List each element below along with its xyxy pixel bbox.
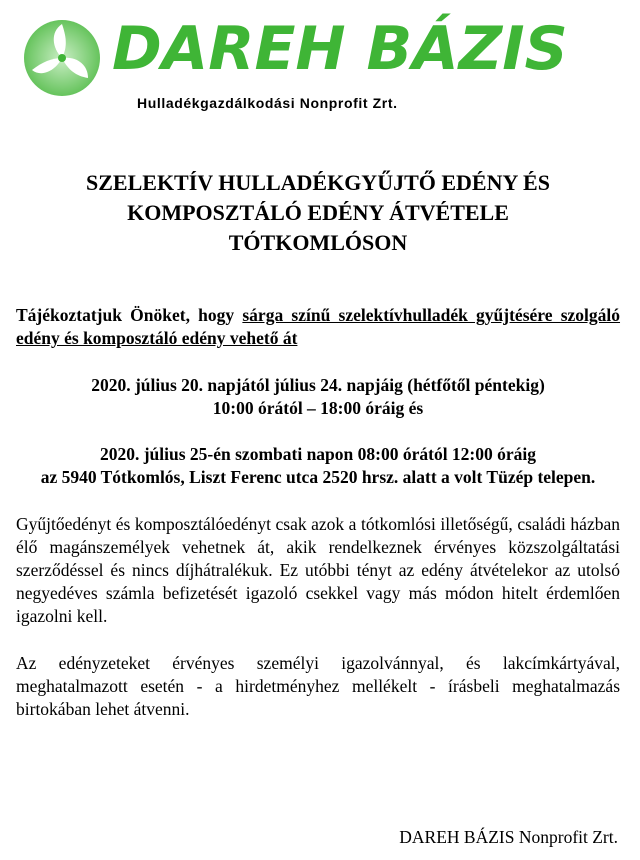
eligibility-paragraph: Gyűjtőedényt és komposztálóedényt csak azok a tótkomlósi illetőségű, családi házban élő magánszemélyek vehetnek át, akik rendelkeznek érvényes közszolgáltatási szerződéssel és nincs díjhátralékuk. Ez utóbbi tényt az edény átvételekor az utolsó negyedéves számla befizetését igazoló csekkel vagy más módon hitelt érdemlően igazolni kell. — [16, 514, 620, 626]
title-line-3: TÓTKOMLÓSON — [228, 230, 408, 255]
documents-paragraph: Az edényzeteket érvényes személyi igazolvánnyal, és lakcímkártyával, meghatalmazott esetén - a hirdetményhez mellékelt - írásbeli meghatalmazás birtokában lehet átvenni. — [16, 653, 620, 719]
brand-subtitle: Hulladékgazdálkodási Nonprofit Zrt. — [137, 95, 398, 111]
brand-name: DAREH BÁZIS — [112, 14, 568, 84]
pickup-location: az 5940 Tótkomlós, Liszt Ferenc utca 2520 hrsz. alatt a volt Tüzép telepen. — [40, 467, 596, 487]
triskelion-leaf-icon — [22, 18, 102, 98]
letterhead — [0, 0, 640, 120]
signature: DAREH BÁZIS Nonprofit Zrt. — [399, 827, 618, 847]
saturday-date: 2020. július 25-én szombati napon 08:00 órától 12:00 óráig — [99, 444, 537, 464]
title-line-2: KOMPOSZTÁLÓ EDÉNY ÁTVÉTELE — [127, 200, 509, 225]
intro-paragraph — [16, 304, 620, 350]
notice-body — [16, 168, 620, 721]
weekday-hours: 10:00 órától – 18:00 óráig és — [212, 398, 424, 418]
saturday-schedule — [16, 443, 620, 489]
intro-underlined: sárga színű szelektívhulladék gyűjtésére szolgáló edény és komposztáló edény vehető át — [16, 305, 621, 348]
intro-lead: Tájékoztatjuk Önöket, hogy — [16, 305, 243, 325]
notice-title — [16, 168, 620, 258]
title-line-1: SZELEKTÍV HULLADÉKGYŰJTŐ EDÉNY ÉS — [86, 170, 550, 195]
weekday-dates: 2020. július 20. napjától július 24. napjáig (hétfőtől péntekig) — [91, 375, 545, 395]
weekday-schedule — [16, 374, 620, 420]
